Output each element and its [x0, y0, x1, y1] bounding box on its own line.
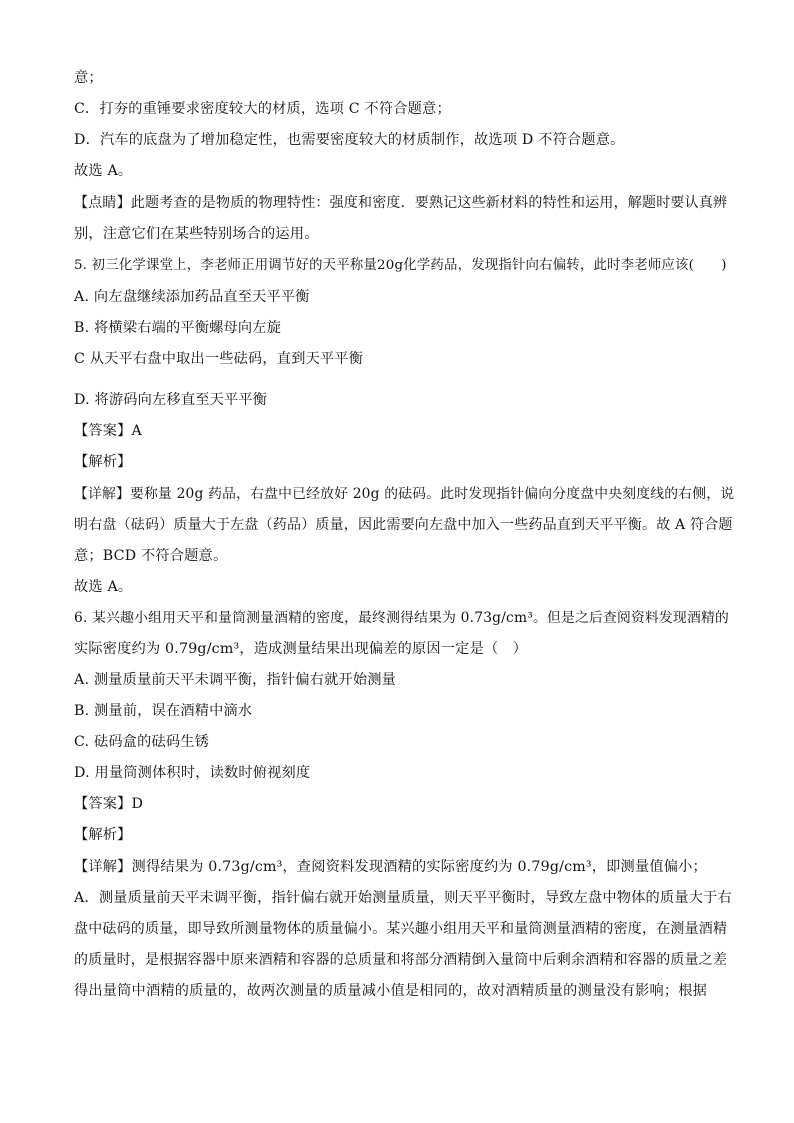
text-line: 意； — [74, 70, 103, 86]
option-c-explanation: C．打夯的重锤要求密度较大的材质，选项 C 不符合题意； — [74, 101, 451, 117]
q6-answer-label: 【答案】D — [74, 796, 144, 812]
q6-detail-line: 得出量筒中酒精的质量的，故两次测量的质量减小值是相同的，故对酒精质量的测量没有影响；根据 — [74, 983, 708, 999]
q6-option-c: C. 砝码盒的砝码生锈 — [74, 734, 210, 750]
option-d-explanation: D．汽车的底盘为了增加稳定性，也需要密度较大的材质制作，故选项 D 不符合题意。 — [74, 132, 625, 148]
q5-analysis-label: 【解析】 — [74, 454, 132, 470]
q5-option-b: B. 将横梁右端的平衡螺母向左旋 — [74, 320, 282, 336]
question-6: 6. 某兴趣小组用天平和量筒测量酒精的密度，最终测得结果为 0.73g/cm³。但是之后查阅资料发现酒精的 — [74, 610, 729, 626]
q6-detail-line: 的质量时，是根据容器中原来酒精和容器的总质量和将部分酒精倒入量筒中后剩余酒精和容器的质量之差 — [74, 952, 728, 968]
q6-detail-line: A．测量质量前天平未调平衡，指针偏右就开始测量质量，则天平平衡时，导致左盘中物体的质量大于右 — [74, 890, 732, 906]
q6-analysis-label: 【解析】 — [74, 827, 132, 843]
q6-option-a: A. 测量质量前天平未调平衡，指针偏右就开始测量 — [74, 672, 397, 688]
q5-option-c: C 从天平右盘中取出一些砝码，直到天平平衡 — [74, 351, 364, 367]
q5-detail-line: 明右盘（砝码）质量大于左盘（药品）质量，因此需要向左盘中加入一些药品直到天平平衡。故 A 符合题 — [74, 517, 733, 533]
q6-detail-line: 【详解】测得结果为 0.73g/cm³，查阅资料发现酒精的实际密度约为 0.79g/cm³，即测量值偏小； — [74, 859, 707, 875]
comment-line: 别，注意它们在某些特别场合的运用。 — [74, 226, 319, 242]
comment-line: 【点睛】此题考查的是物质的物理特性：强度和密度．要熟记这些新材料的特性和运用，解题时要认真辨 — [74, 195, 728, 211]
q5-option-a: A. 向左盘继续添加药品直至天平平衡 — [74, 289, 310, 305]
q5-answer-label: 【答案】A — [74, 423, 142, 439]
question-5: 5. 初三化学课堂上，李老师正用调节好的天平称量20g化学药品，发现指针向右偏转，此时李老师应该( ) — [74, 258, 727, 273]
question-6-cont: 实际密度约为 0.79g/cm³，造成测量结果出现偏差的原因一定是（ ） — [74, 641, 528, 657]
q5-detail-line: 【详解】要称量 20g 药品，右盘中已经放好 20g 的砝码。此时发现指针偏向分度盘中央刻度线的右侧，说 — [74, 486, 735, 502]
q5-conclusion: 故选 A。 — [74, 579, 133, 595]
q6-detail-line: 盘中砝码的质量，即导致所测量物体的质量偏小。某兴趣小组用天平和量筒测量酒精的密度，在测量酒精 — [74, 921, 728, 937]
q5-option-d: D. 将游码向左移直至天平平衡 — [74, 392, 268, 408]
q6-option-d: D. 用量筒测体积时，读数时俯视刻度 — [74, 765, 311, 781]
answer-conclusion: 故选 A。 — [74, 163, 133, 179]
q5-detail-line: 意；BCD 不符合题意。 — [74, 548, 228, 564]
q6-option-b: B. 测量前，误在酒精中滴水 — [74, 703, 253, 719]
